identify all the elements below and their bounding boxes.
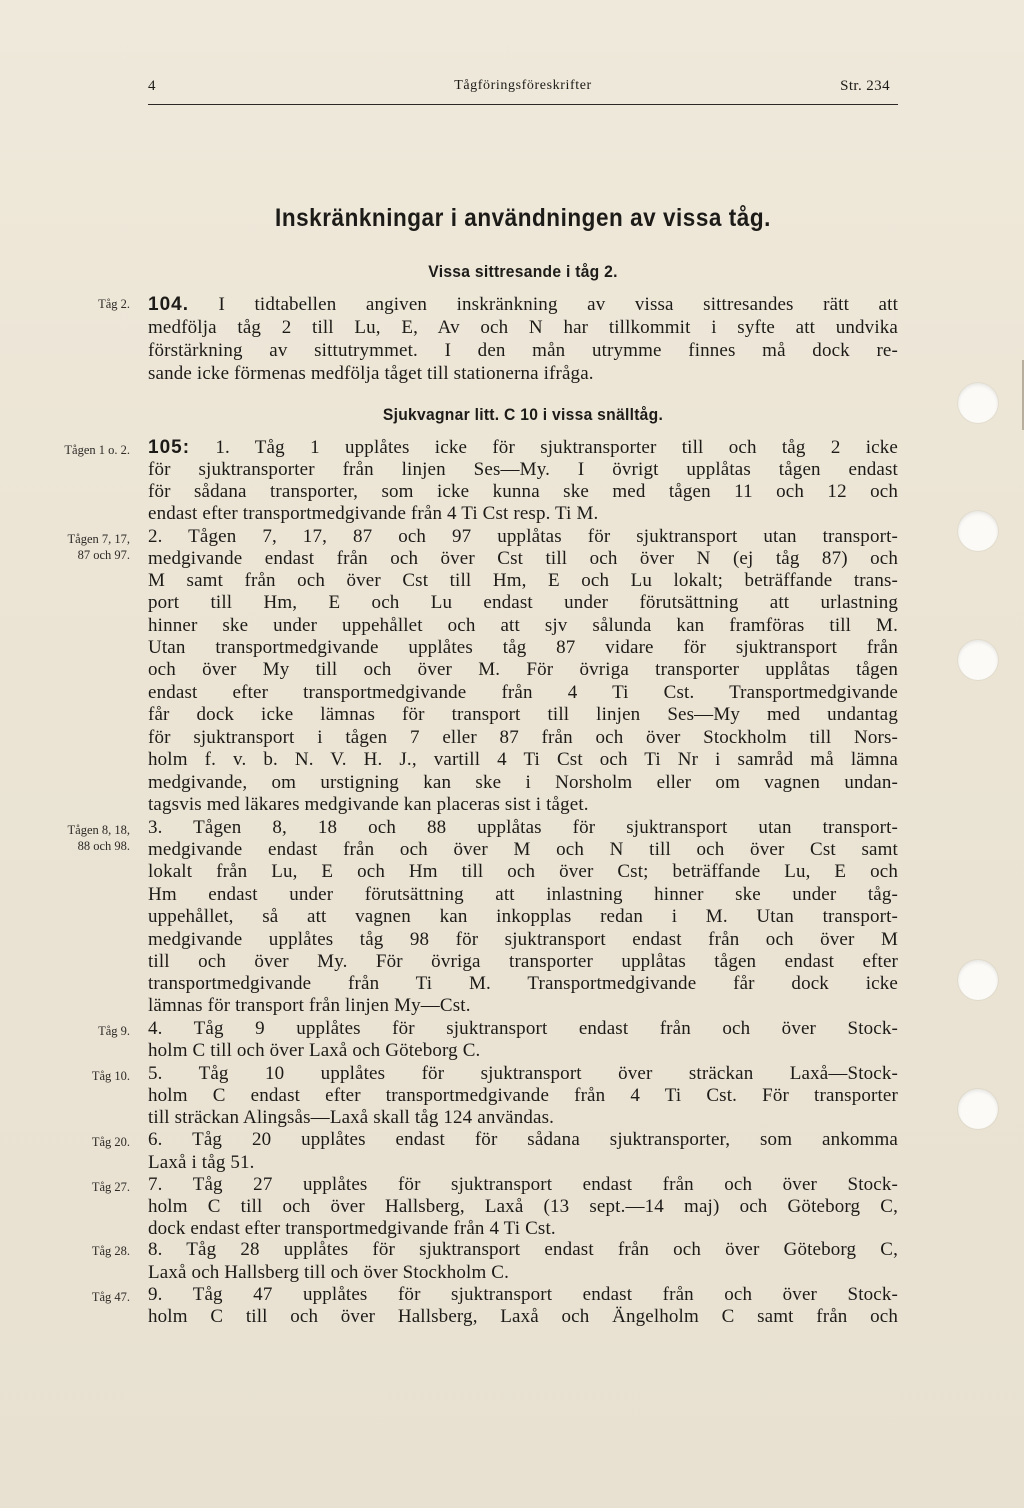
- paragraph-105-line-20: lokalt från Lu, E och Hm till och över Cst; beträffande Lu, E och: [148, 861, 898, 882]
- binder-hole: [958, 511, 998, 551]
- section-reference: Str. 234: [840, 78, 890, 94]
- paragraph-104-line-3: förstärkning av sittutrymmet. I den mån utrymme finnes må dock re-: [148, 340, 898, 361]
- paragraph-105-line-28: holm C till och över Laxå och Göteborg C.: [148, 1040, 481, 1061]
- paragraph-104-line-4: sande icke förmenas medfölja tåget till stationerna ifråga.: [148, 363, 594, 384]
- page-number: 4: [148, 78, 156, 94]
- paragraph-105-line-32: 6. Tåg 20 upplåtes endast för sådana sjuktransporter, som ankomma: [148, 1129, 898, 1150]
- paragraph-105-line-16: medgivande, om urstigning kan ske i Norsholm eller om vagnen undan-: [148, 772, 898, 793]
- binder-hole: [958, 383, 998, 423]
- paragraph-105-line-37: 8. Tåg 28 upplåtes för sjuktransport endast från och över Göteborg C,: [148, 1239, 898, 1260]
- paragraph-105-line-9: hinner ske under uppehållet och att sjv sålunda kan framföras till M.: [148, 615, 898, 636]
- page-title: Inskränkningar i användningen av vissa tåg.: [275, 204, 771, 232]
- paragraph-104-line-2: medfölja tåg 2 till Lu, E, Av och N har tillkommit i syfte att undvika: [148, 317, 898, 338]
- paragraph-105-line-36: dock endast efter transportmedgivande från 4 Ti Cst.: [148, 1218, 556, 1239]
- paragraph-105-line-24: till och över My. För övriga transporter upplåtas tågen endast efter: [148, 951, 898, 972]
- paragraph-105-line-14: för sjuktransport i tågen 7 eller 87 från och över Stockholm till Nors-: [148, 727, 898, 748]
- paragraph-105-line-21: Hm endast under förutsättning att inlastning hinner ske under tåg-: [148, 884, 898, 905]
- paragraph-105-line-15: holm f. v. b. N. V. H. J., vartill 4 Ti Cst och Ti Nr i samråd må lämna: [148, 749, 898, 770]
- paragraph-105-line-13: får dock icke lämnas för transport till linjen Ses—My med undantag: [148, 704, 898, 725]
- binder-hole: [958, 640, 998, 680]
- running-head: [148, 72, 898, 105]
- paragraph-105-line-12: endast efter transportmedgivande från 4 Ti Cst. Transportmedgivande: [148, 682, 898, 703]
- section-105-text-start: 1. Tåg 1 upplåtes icke för sjuktransporter till och tåg 2 icke: [190, 437, 898, 458]
- section-104-text-start: I tidtabellen angiven inskränkning av vissa sittresandes rätt att: [188, 294, 898, 315]
- margin-note-tag-9: Tåg 9.: [98, 1024, 130, 1038]
- paragraph-105-line-31: till sträckan Alingsås—Laxå skall tåg 124 användas.: [148, 1107, 555, 1128]
- paragraph-105-line-34: 7. Tåg 27 upplåtes för sjuktransport endast från och över Stock-: [148, 1174, 898, 1195]
- paragraph-105-line-35: holm C till och över Hallsberg, Laxå (13 sept.—14 maj) och Göteborg C,: [148, 1196, 898, 1217]
- paragraph-105-line-23: medgivande upplåtes tåg 98 för sjuktransport endast från och över M: [148, 929, 898, 950]
- margin-note-tag-2: Tåg 2.: [98, 297, 130, 311]
- paragraph-105-line-18: 3. Tågen 8, 18 och 88 upplåtas för sjuktransport utan transport-: [148, 817, 898, 838]
- paragraph-105-line-4: endast efter transportmedgivande från 4 Ti Cst resp. Ti M.: [148, 503, 599, 524]
- margin-note-tag-20: Tåg 20.: [91, 1135, 130, 1149]
- margin-note-tag-47: Tåg 47.: [91, 1290, 130, 1304]
- margin-note-tagen-8-18: Tågen 8, 18,: [67, 823, 130, 837]
- margin-note-tagen-87-97: 87 och 97.: [77, 548, 130, 562]
- paragraph-105-line-10: Utan transportmedgivande upplåtes tåg 87 vidare för sjuktransport från: [148, 637, 898, 658]
- binder-hole: [958, 1089, 998, 1129]
- paragraph-105-line-1: [148, 437, 898, 461]
- paragraph-105-line-19: medgivande endast från och över M och N till och över Cst samt: [148, 839, 898, 860]
- paragraph-105-line-7: M samt från och över Cst till Hm, E och Lu lokalt; beträffande trans-: [148, 570, 898, 591]
- section-number-105: 105:: [148, 437, 191, 458]
- paragraph-105-line-26: lämnas för transport från linjen My—Cst.: [148, 995, 471, 1016]
- paragraph-104-line-1: [148, 294, 898, 318]
- paragraph-105-line-25: transportmedgivande från Ti M. Transportmedgivande får dock icke: [148, 973, 898, 994]
- paragraph-105-line-5: 2. Tågen 7, 17, 87 och 97 upplåtas för sjuktransport utan transport-: [148, 526, 898, 547]
- paragraph-105-line-2: för sjuktransporter från linjen Ses—My. I övrigt upplåtas tågen endast: [148, 459, 898, 480]
- paragraph-105-line-30: holm C endast efter transportmedgivande från 4 Ti Cst. För transporter: [148, 1085, 898, 1106]
- margin-note-tagen-7-17: Tågen 7, 17,: [67, 532, 130, 546]
- paragraph-105-line-38: Laxå och Hallsberg till och över Stockholm C.: [148, 1262, 509, 1283]
- paragraph-105-line-39: 9. Tåg 47 upplåtes för sjuktransport endast från och över Stock-: [148, 1284, 898, 1305]
- paragraph-105-line-6: medgivande endast från och över Cst till och över N (ej tåg 87) och: [148, 548, 898, 569]
- paragraph-105-line-3: för sådana transporter, som icke kunna ske med tågen 11 och 12 och: [148, 481, 898, 502]
- section-105-heading: Sjukvagnar litt. C 10 i vissa snälltåg.: [382, 405, 664, 424]
- paragraph-105-line-29: 5. Tåg 10 upplåtes för sjuktransport över sträckan Laxå—Stock-: [148, 1063, 898, 1084]
- paragraph-105-line-11: och över My till och över M. För övriga transporter upplåtas tågen: [148, 659, 898, 680]
- margin-note-tagen-1-2: Tågen 1 o. 2.: [64, 443, 130, 457]
- margin-note-tag-28: Tåg 28.: [91, 1244, 130, 1258]
- section-number-104: 104.: [148, 294, 189, 315]
- binder-hole: [958, 960, 998, 1000]
- margin-note-tag-27: Tåg 27.: [91, 1180, 130, 1194]
- paragraph-105-line-17: tagsvis med läkares medgivande kan placeras sist i tåget.: [148, 794, 589, 815]
- paragraph-105-line-33: Laxå i tåg 51.: [148, 1152, 255, 1173]
- margin-note-tag-10: Tåg 10.: [91, 1069, 130, 1083]
- margin-note-tagen-88-98: 88 och 98.: [77, 839, 130, 853]
- paragraph-105-line-22: uppehållet, så att vagnen kan inkopplas redan i M. Utan transport-: [148, 906, 898, 927]
- section-104-heading: Vissa sittresande i tåg 2.: [428, 262, 618, 281]
- running-title: Tågföringsföreskrifter: [454, 78, 592, 93]
- paragraph-105-line-40: holm C till och över Hallsberg, Laxå och Ängelholm C samt från och: [148, 1306, 898, 1327]
- paragraph-105-line-27: 4. Tåg 9 upplåtes för sjuktransport endast från och över Stock-: [148, 1018, 898, 1039]
- paragraph-105-line-8: port till Hm, E och Lu endast under förutsättning att urlastning: [148, 592, 898, 613]
